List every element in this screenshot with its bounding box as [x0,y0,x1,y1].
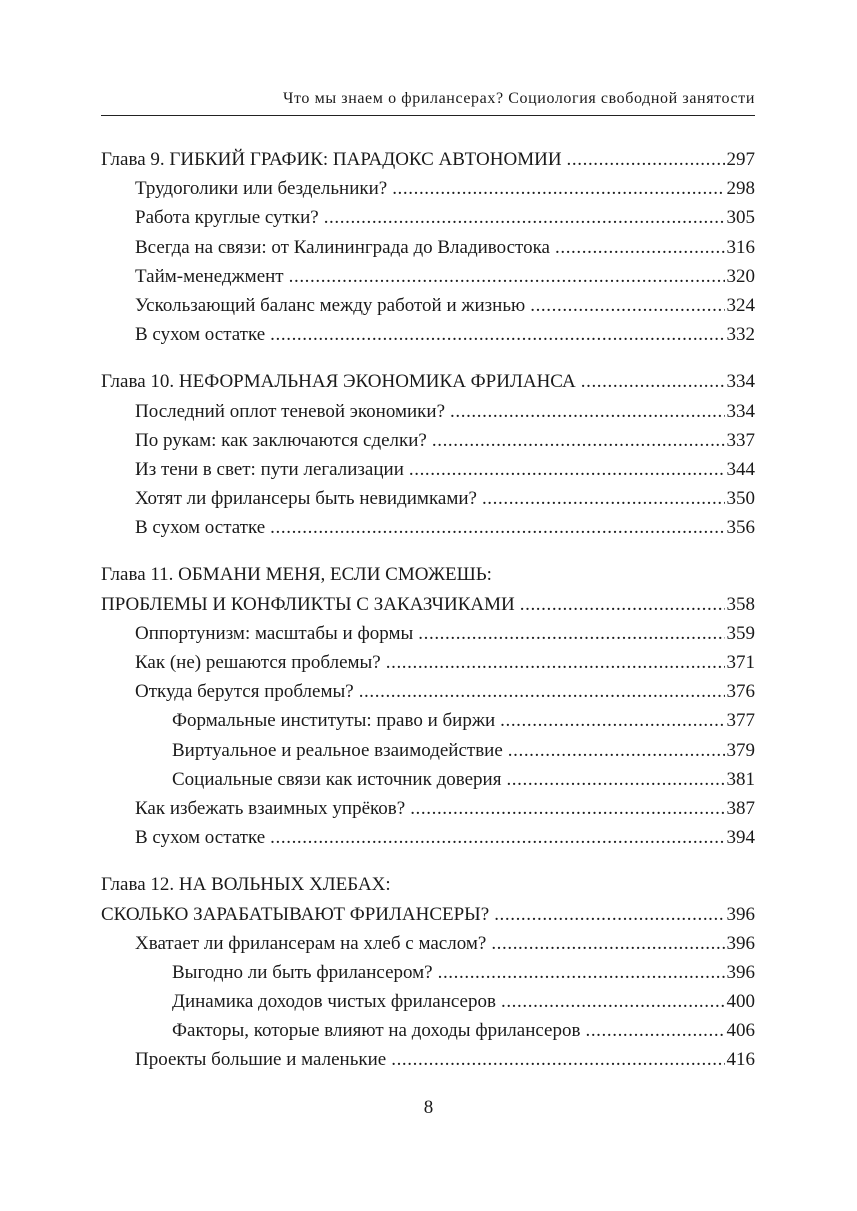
toc-entry-page: 358 [726,593,755,615]
toc-section-entry[interactable] [101,619,755,648]
toc-entry-page: 377 [726,710,755,732]
toc-entry-page: 305 [726,207,755,229]
toc-entry-page: 320 [726,265,755,287]
toc-entry-title: По рукам: как заключаются сделки? [135,429,427,451]
header-rule [101,115,755,116]
toc-entry-page: 394 [726,827,755,849]
dot-leader [520,590,725,619]
toc-entry-page: 396 [726,932,755,954]
dot-leader [270,823,724,852]
dot-leader [500,706,724,735]
toc-section-entry[interactable] [101,455,755,484]
dot-leader [270,320,724,349]
table-of-contents [101,145,755,1093]
toc-entry-title: Как (не) решаются проблемы? [135,652,381,673]
toc-entry-title: Динамика доходов чистых фрилансеров [172,991,496,1013]
toc-section-entry[interactable] [101,203,755,232]
toc-entry-title: Глава 11. ОБМАНИ МЕНЯ, ЕСЛИ СМОЖЕШЬ: [101,564,492,586]
toc-entry-page: 359 [726,622,755,644]
toc-entry-title: Глава 9. ГИБКИЙ ГРАФИК: ПАРАДОКС АВТОНОМИИ [101,149,562,170]
toc-entry-page: 344 [726,458,755,480]
toc-section-entry[interactable] [101,929,755,958]
toc-entry-page: 334 [726,371,755,393]
toc-entry-title: Оппортунизм: масштабы и формы [135,622,414,644]
toc-entry-title: Факторы, которые влияют на доходы фрилансеров [172,1020,581,1042]
toc-entry-title: Работа круглые сутки? [135,207,319,229]
toc-entry-page: 381 [726,768,755,790]
toc-entry-title: Всегда на связи: от Калининграда до Владивостока [135,236,550,258]
toc-section-entry[interactable] [101,262,755,291]
toc-section-entry[interactable] [101,1045,755,1074]
toc-entry-page: 406 [726,1020,755,1042]
dot-leader [324,203,725,232]
toc-section-entry[interactable] [101,823,755,852]
page-number: 8 [423,1097,434,1118]
toc-entry-page: 334 [726,400,755,422]
toc-entry-title: В сухом остатке [135,517,266,539]
toc-section-entry[interactable] [101,233,755,262]
toc-entry-title: Трудоголики или бездельники? [135,178,388,200]
toc-entry-page: 356 [726,517,755,539]
toc-chapter-heading[interactable] [101,590,755,619]
toc-entry-page: 297 [726,149,755,170]
toc-entry-title: Откуда берутся проблемы? [135,681,354,703]
dot-leader [585,1016,724,1045]
toc-entry-title: Хватает ли фрилансерам на хлеб с маслом? [135,932,487,954]
toc-entry-title: Последний оплот теневой экономики? [135,400,446,422]
dot-leader [391,1045,724,1074]
toc-entry-title: Ускользающий баланс между работой и жизнью [135,294,526,316]
dot-leader [386,648,725,677]
toc-entry-title: Как избежать взаимных упрёков? [135,797,406,819]
dot-leader [418,619,724,648]
toc-subsection-entry[interactable] [101,1016,755,1045]
dot-leader [491,929,724,958]
toc-section-entry[interactable] [101,484,755,513]
toc-entry-page: 396 [726,961,755,983]
toc-chapter-block [101,367,755,542]
toc-entry-title: В сухом остатке [135,827,266,849]
dot-leader [432,426,725,455]
toc-entry-page: 332 [726,324,755,346]
toc-entry-title: Виртуальное и реальное взаимодействие [172,739,503,761]
toc-entry-page: 298 [726,178,755,200]
dot-leader [567,145,725,174]
toc-entry-title: Формальные институты: право и биржи [172,710,496,732]
toc-entry-page: 337 [726,429,755,451]
toc-entry-page: 371 [726,652,755,673]
toc-section-entry[interactable] [101,794,755,823]
dot-leader [359,677,725,706]
toc-section-entry[interactable] [101,426,755,455]
toc-entry-page: 396 [726,903,755,925]
toc-chapter-heading[interactable] [101,900,755,929]
toc-subsection-entry[interactable] [101,706,755,735]
running-head: Что мы знаем о фрилансерах? Социология свободной занятости [283,90,755,107]
dot-leader [506,765,724,794]
toc-entry-title: Социальные связи как источник доверия [172,768,502,790]
toc-section-entry[interactable] [101,291,755,320]
toc-entry-title: Тайм-менеджмент [135,265,284,287]
toc-section-entry[interactable] [101,513,755,542]
dot-leader [555,233,725,262]
toc-chapter-heading[interactable] [101,870,755,899]
dot-leader [409,455,725,484]
toc-entry-title: Выгодно ли быть фрилансером? [172,961,433,983]
toc-entry-title: Глава 12. НА ВОЛЬНЫХ ХЛЕБАХ: [101,874,391,896]
dot-leader [438,958,725,987]
toc-entry-page: 350 [726,488,755,510]
toc-section-entry[interactable] [101,174,755,203]
dot-leader [482,484,725,513]
toc-entry-page: 400 [726,991,755,1013]
toc-subsection-entry[interactable] [101,736,755,765]
toc-entry-page: 324 [726,294,755,316]
toc-entry-title: ПРОБЛЕМЫ И КОНФЛИКТЫ С ЗАКАЗЧИКАМИ [101,593,515,615]
toc-chapter-heading[interactable] [101,145,755,174]
toc-chapter-block [101,560,755,852]
toc-entry-title: Хотят ли фрилансеры быть невидимками? [135,488,477,510]
toc-entry-title: СКОЛЬКО ЗАРАБАТЫВАЮТ ФРИЛАНСЕРЫ? [101,903,490,925]
toc-section-entry[interactable] [101,320,755,349]
dot-leader [270,513,724,542]
toc-subsection-entry[interactable] [101,958,755,987]
toc-entry-title: Из тени в свет: пути легализации [135,458,404,480]
dot-leader [289,262,725,291]
toc-entry-page: 416 [726,1049,755,1071]
dot-leader [508,736,725,765]
toc-subsection-entry[interactable] [101,987,755,1016]
toc-entry-title: В сухом остатке [135,324,266,346]
toc-entry-page: 316 [726,236,755,258]
dot-leader [410,794,724,823]
toc-entry-title: Проекты большие и маленькие [135,1049,387,1071]
dot-leader [581,367,725,396]
dot-leader [501,987,725,1016]
toc-section-entry[interactable] [101,677,755,706]
toc-chapter-block [101,870,755,1074]
toc-chapter-heading[interactable] [101,367,755,396]
toc-chapter-heading[interactable] [101,560,755,589]
toc-section-entry[interactable] [101,648,755,677]
toc-chapter-block [101,145,755,349]
toc-subsection-entry[interactable] [101,765,755,794]
dot-leader [494,900,724,929]
toc-entry-page: 387 [726,797,755,819]
toc-section-entry[interactable] [101,397,755,426]
dot-leader [392,174,724,203]
dot-leader [530,291,724,320]
toc-entry-page: 376 [726,681,755,703]
dot-leader [450,397,724,426]
toc-entry-page: 379 [726,739,755,761]
toc-entry-title: Глава 10. НЕФОРМАЛЬНАЯ ЭКОНОМИКА ФРИЛАНСА [101,371,576,393]
